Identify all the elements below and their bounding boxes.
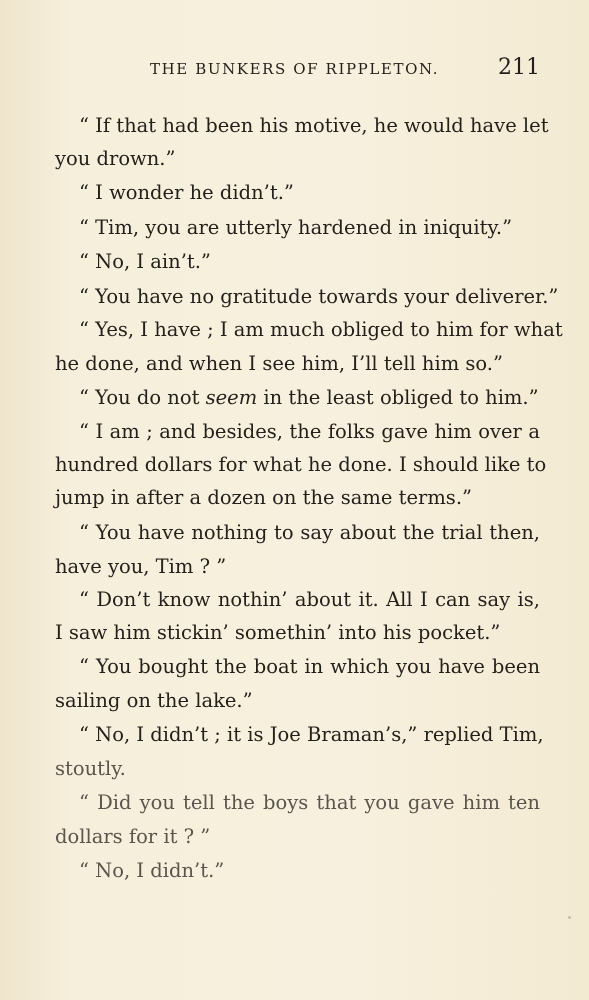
text-line: “ No, I didn’t ; it is Joe Braman’s,” replied Tim, <box>79 723 544 746</box>
text-line: jump in after a dozen on the same terms.” <box>55 486 472 509</box>
text-line: “ You have no gratitude towards your deliverer.” <box>79 285 559 308</box>
text-line: “ You have nothing to say about the trial then, <box>79 521 540 544</box>
text-line: “ I am ; and besides, the folks gave him over a <box>79 420 540 443</box>
text-line: “ No, I ain’t.” <box>79 250 211 273</box>
text-line: have you, Tim ? ” <box>55 555 227 578</box>
text-line: “ Did you tell the boys that you gave him ten <box>79 791 540 814</box>
emphasis-word: seem <box>205 386 258 409</box>
text-span: “ You do not <box>79 386 206 409</box>
paper-speck <box>568 916 571 919</box>
text-line: hundred dollars for what he done. I should like to <box>55 453 547 476</box>
text-line: “ If that had been his motive, he would have let <box>79 114 549 137</box>
text-line: “ Tim, you are utterly hardened in iniquity.” <box>79 216 513 239</box>
page-number: 211 <box>498 55 540 80</box>
running-title: THE BUNKERS OF RIPPLETON. <box>150 60 440 78</box>
text-line <box>55 385 540 411</box>
running-head <box>55 55 540 85</box>
text-line: dollars for it ? ” <box>55 825 211 848</box>
text-line: “ Yes, I have ; I am much obliged to him for what <box>79 318 563 341</box>
text-line: stoutly. <box>55 757 126 780</box>
text-span: in the least obliged to him.” <box>257 386 539 409</box>
text-line: he done, and when I see him, I’ll tell him so.” <box>55 352 503 375</box>
text-line: you drown.” <box>55 147 176 170</box>
text-line: “ No, I didn’t.” <box>79 859 225 882</box>
text-line: “ You bought the boat in which you have been <box>79 655 540 678</box>
text-line: I saw him stickin’ somethin’ into his pocket.” <box>55 621 501 644</box>
text-line: “ I wonder he didn’t.” <box>79 181 294 204</box>
text-line: sailing on the lake.” <box>55 689 253 712</box>
text-line: “ Don’t know nothin’ about it. All I can say is, <box>79 588 540 611</box>
